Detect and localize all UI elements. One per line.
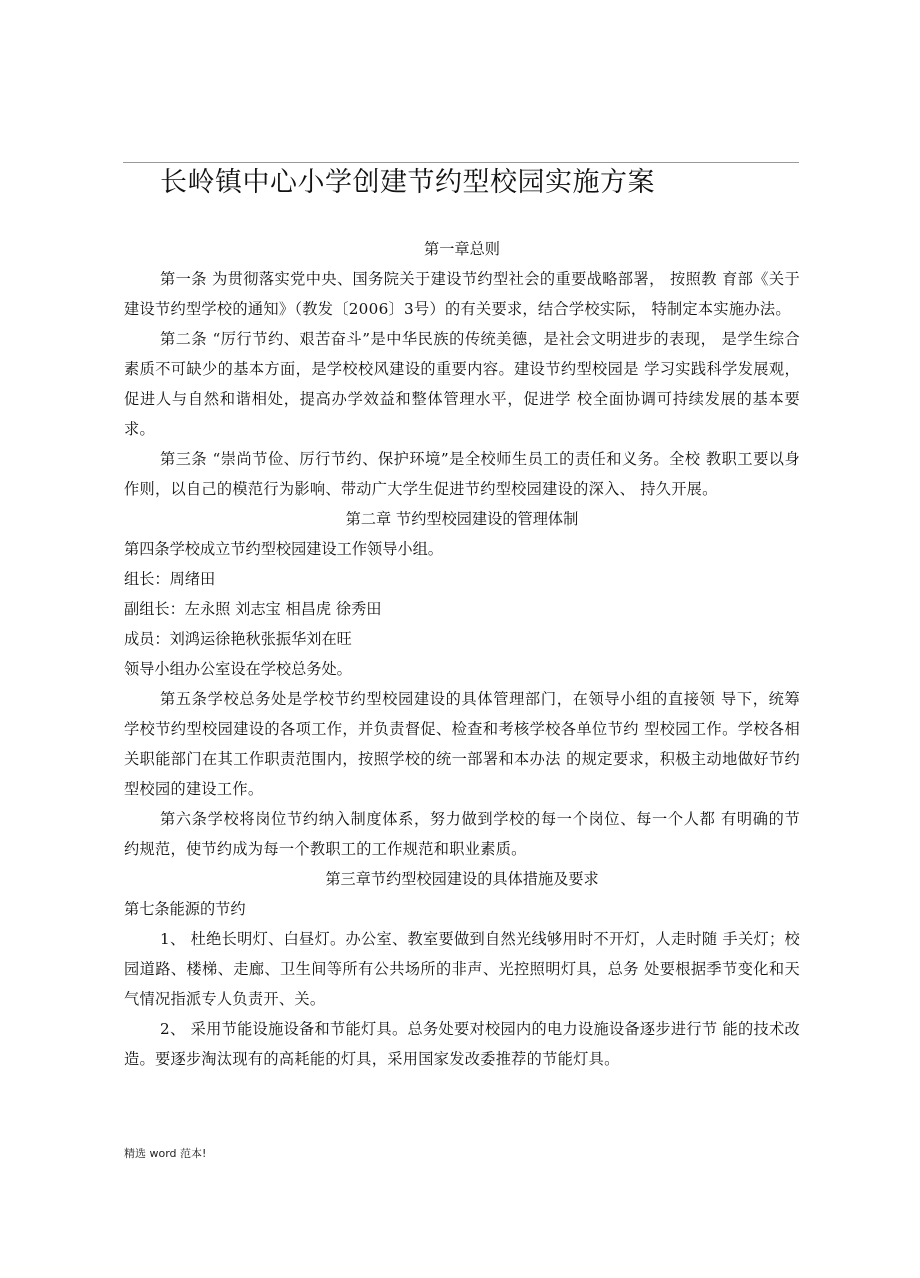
article-6: 第六条学校将岗位节约纳入制度体系，努力做到学校的每一个岗位、每一个人都 有明确的节约规范，使节约成为每一个教职工的工作规范和职业素质。 [124, 810, 800, 858]
article-7-item-1: 1、 杜绝长明灯、白昼灯。办公室、教室要做到自然光线够用时不开灯，人走时随 手关灯；校园道路、楼梯、走廊、卫生间等所有公共场所的非声、光控照明灯具，总务 处要根据季节变化和天气情况指派专人负责开、关。 [124, 930, 800, 1008]
article-7-item-2: 2、 采用节能设施设备和节能灯具。总务处要对校园内的电力设施设备逐步进行节 能的技术改造。要逐步淘汰现有的高耗能的灯具，采用国家发改委推荐的节能灯具。 [124, 1020, 800, 1068]
article-4: 第四条学校成立节约型校园建设工作领导小组。 [124, 540, 443, 558]
article-2: 第二条 “厉行节约、艰苦奋斗”是中华民族的传统美德，是社会文明进步的表现， 是学生综合素质不可缺少的基本方面，是学校校风建设的重要内容。建设节约型校园是 学习实践科学发展观，促进人与自然和谐相处，提高办学效益和整体管理水平，促进学 校全面协调可持续发展的基本要求。 [124, 330, 800, 438]
chapter-2-heading: 第二章 节约型校园建设的管理体制 [345, 510, 579, 528]
article-7: 第七条能源的节约 [124, 900, 246, 918]
header-rule [123, 162, 799, 163]
group-office: 领导小组办公室设在学校总务处。 [124, 660, 352, 678]
article-1: 第一条 为贯彻落实党中央、国务院关于建设节约型社会的重要战略部署， 按照教 育部《关于建设节约型学校的通知》（教发〔2006〕3号）的有关要求，结合学校实际， 特制定本实施办法。 [124, 270, 800, 318]
group-leader: 组长：周绪田 [124, 570, 216, 588]
group-deputy-leaders: 副组长：左永照 刘志宝 相昌虎 徐秀田 [124, 600, 382, 618]
article-5: 第五条学校总务处是学校节约型校园建设的具体管理部门，在领导小组的直接领 导下，统筹学校节约型校园建设的各项工作，并负责督促、检查和考核学校各单位节约 型校园工作。学校各相关职能部门在其工作职责范围内，按照学校的统一部署和本办法 的规定要求，积极主动地做好节约型校园的建设工作。 [124, 690, 800, 798]
chapter-1-heading: 第一章总则 [424, 240, 500, 258]
document-body [124, 234, 800, 1074]
document-title: 长岭镇中心小学创建节约型校园实施方案 [160, 167, 655, 198]
article-3: 第三条 “崇尚节俭、厉行节约、保护环境”是全校师生员工的责任和义务。全校 教职工要以身作则，以自己的模范行为影响、带动广大学生促进节约型校园建设的深入、 持久开展。 [124, 450, 800, 498]
group-members: 成员：刘鸿运徐艳秋张振华刘在旺 [124, 630, 352, 648]
chapter-3-heading: 第三章节约型校园建设的具体措施及要求 [325, 870, 599, 888]
page-footer: 精选 word 范本! [124, 1147, 207, 1160]
